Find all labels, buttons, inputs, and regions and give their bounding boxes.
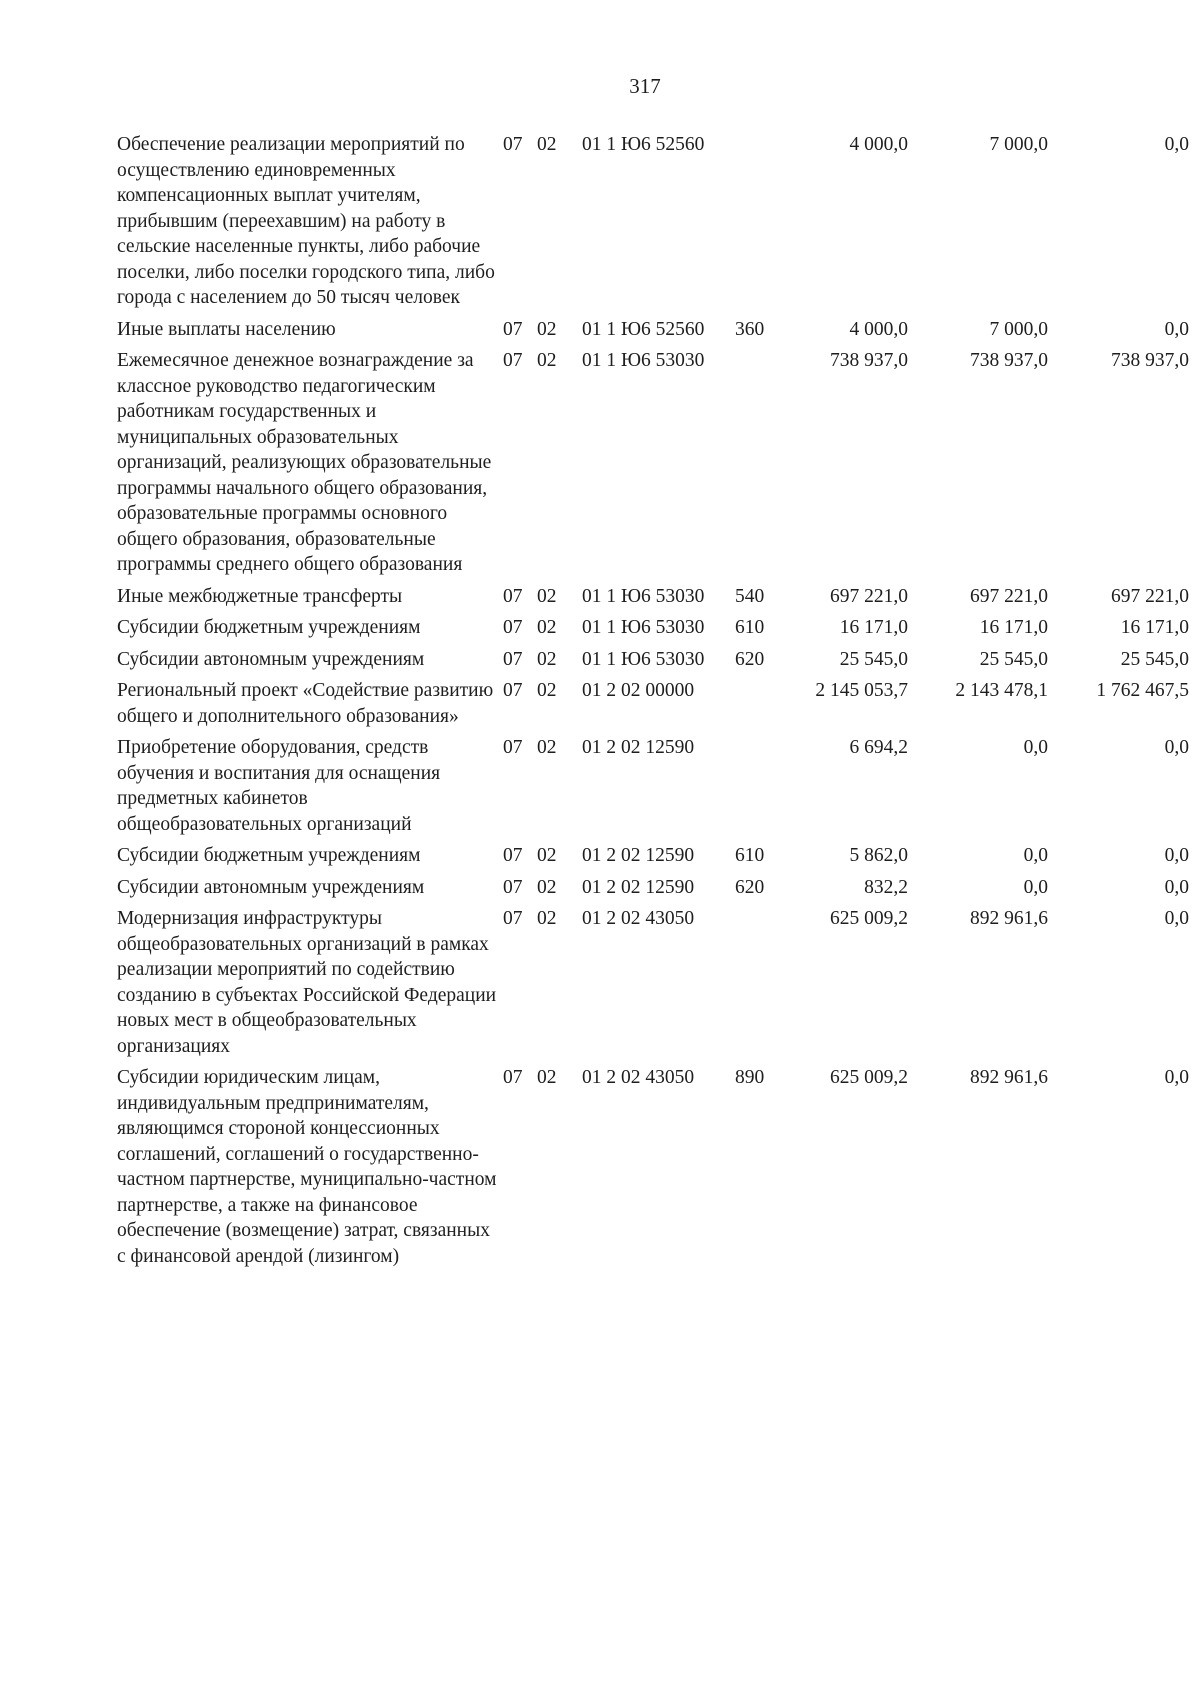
target-article-code: 01 2 02 12590 (582, 876, 695, 898)
expense-type-code: 610 (735, 617, 765, 638)
section-code: 07 (503, 617, 523, 638)
row-name: Иные выплаты населению (117, 318, 336, 340)
table-row (117, 735, 1189, 837)
subsection-code: 02 (537, 876, 557, 898)
section-code: 07 (503, 350, 523, 371)
amount-year-1: 738 937,0 (830, 350, 908, 371)
amount-year-1: 4 000,0 (849, 318, 908, 340)
table-row (117, 843, 1189, 869)
row-name: Субсидии бюджетным учреждениям (117, 617, 421, 638)
amount-year-3: 25 545,0 (1120, 648, 1189, 670)
section-code: 07 (503, 585, 523, 607)
table-row (117, 615, 1189, 641)
table-row (117, 647, 1189, 673)
amount-year-1: 6 694,2 (849, 737, 908, 758)
subsection-code: 02 (537, 680, 557, 701)
section-code: 07 (503, 134, 523, 155)
amount-year-3: 0,0 (1164, 318, 1189, 340)
amount-year-2: 0,0 (1023, 876, 1048, 898)
subsection-code: 02 (537, 617, 557, 638)
row-name: Иные межбюджетные трансферты (117, 585, 403, 607)
page-number: 317 (629, 74, 661, 98)
table-row (117, 678, 1189, 729)
amount-year-3: 16 171,0 (1120, 617, 1189, 638)
target-article-code: 01 1 Ю6 52560 (582, 318, 705, 340)
target-article-code: 01 2 02 43050 (582, 908, 695, 929)
amount-year-2: 7 000,0 (989, 318, 1048, 340)
amount-year-1: 625 009,2 (830, 908, 908, 929)
subsection-code: 02 (537, 318, 557, 340)
expense-type-code: 610 (735, 845, 765, 866)
table-row (117, 906, 1189, 1059)
amount-year-3: 1 762 467,5 (1096, 680, 1189, 701)
expense-type-code: 360 (735, 318, 765, 340)
section-code: 07 (503, 680, 523, 701)
section-code: 07 (503, 1067, 523, 1088)
amount-year-3: 0,0 (1164, 737, 1189, 758)
amount-year-2: 25 545,0 (979, 648, 1048, 670)
amount-year-2: 892 961,6 (970, 1067, 1048, 1088)
amount-year-1: 2 145 053,7 (815, 680, 908, 701)
target-article-code: 01 1 Ю6 52560 (582, 134, 705, 155)
expense-type-code: 890 (735, 1067, 765, 1088)
subsection-code: 02 (537, 737, 557, 758)
subsection-code: 02 (537, 350, 557, 371)
amount-year-1: 625 009,2 (830, 1067, 908, 1088)
subsection-code: 02 (537, 648, 557, 670)
table-row (117, 875, 1189, 901)
amount-year-2: 0,0 (1023, 845, 1048, 866)
target-article-code: 01 2 02 43050 (582, 1067, 695, 1088)
row-name: Субсидии автономным учреждениям (117, 876, 425, 898)
amount-year-3: 0,0 (1164, 1067, 1189, 1088)
expense-type-code: 620 (735, 876, 765, 898)
subsection-code: 02 (537, 585, 557, 607)
subsection-code: 02 (537, 134, 557, 155)
target-article-code: 01 2 02 12590 (582, 845, 695, 866)
row-name: Ежемесячное денежное вознаграждение за классное руководство педагогическим работникам государственных и муниципальных образовательных организаций, реализующих образовательные программы начального общего образования, образовательные программы основного общего образования, образовательные программы среднего общего образования (117, 350, 492, 575)
expense-type-code: 620 (735, 648, 765, 670)
row-name: Региональный проект «Содействие развитию общего и дополнительного образования» (117, 680, 494, 727)
row-name: Приобретение оборудования, средств обучения и воспитания для оснащения предметных кабинетов общеобразовательных организаций (117, 737, 441, 835)
row-name: Модернизация инфраструктуры общеобразовательных организаций в рамках реализации мероприятий по содействию созданию в субъектах Российской Федерации новых мест в общеобразовательных организациях (117, 908, 497, 1057)
amount-year-2: 0,0 (1023, 737, 1048, 758)
section-code: 07 (503, 908, 523, 929)
target-article-code: 01 1 Ю6 53030 (582, 350, 705, 371)
section-code: 07 (503, 648, 523, 670)
target-article-code: 01 1 Ю6 53030 (582, 617, 705, 638)
amount-year-1: 4 000,0 (849, 134, 908, 155)
section-code: 07 (503, 876, 523, 898)
section-code: 07 (503, 845, 523, 866)
amount-year-3: 697 221,0 (1111, 585, 1189, 607)
target-article-code: 01 1 Ю6 53030 (582, 648, 705, 670)
amount-year-3: 0,0 (1164, 908, 1189, 929)
amount-year-2: 892 961,6 (970, 908, 1048, 929)
section-code: 07 (503, 318, 523, 340)
amount-year-1: 832,2 (864, 876, 908, 898)
amount-year-3: 0,0 (1164, 134, 1189, 155)
subsection-code: 02 (537, 1067, 557, 1088)
subsection-code: 02 (537, 908, 557, 929)
amount-year-2: 697 221,0 (970, 585, 1048, 607)
table-row (117, 348, 1189, 578)
amount-year-1: 16 171,0 (839, 617, 908, 638)
amount-year-3: 738 937,0 (1111, 350, 1189, 371)
amount-year-2: 2 143 478,1 (955, 680, 1048, 701)
row-name: Субсидии автономным учреждениям (117, 648, 425, 670)
row-name: Обеспечение реализации мероприятий по осуществлению единовременных компенсационных выплат учителям, прибывшим (переехавшим) на работу в сельские населенные пункты, либо рабочие поселки, либо поселки городского типа, либо города с населением до 50 тысяч человек (117, 134, 495, 308)
table-row (117, 1065, 1189, 1269)
table-row (117, 317, 1189, 343)
row-name: Субсидии бюджетным учреждениям (117, 845, 421, 866)
table-row (117, 584, 1189, 610)
amount-year-1: 697 221,0 (830, 585, 908, 607)
amount-year-2: 16 171,0 (979, 617, 1048, 638)
target-article-code: 01 1 Ю6 53030 (582, 585, 705, 607)
budget-table (117, 132, 1189, 1275)
amount-year-3: 0,0 (1164, 876, 1189, 898)
target-article-code: 01 2 02 00000 (582, 680, 695, 701)
subsection-code: 02 (537, 845, 557, 866)
amount-year-1: 25 545,0 (839, 648, 908, 670)
table-row (117, 132, 1189, 311)
amount-year-2: 738 937,0 (970, 350, 1048, 371)
expense-type-code: 540 (735, 585, 765, 607)
row-name: Субсидии юридическим лицам, индивидуальным предпринимателям, являющимся стороной концессионных соглашений, соглашений о государственно-частном партнерстве, муниципально-частном партнерстве, а также на финансовое обеспечение (возмещение) затрат, связанных с финансовой арендой (лизингом) (117, 1067, 497, 1267)
section-code: 07 (503, 737, 523, 758)
amount-year-1: 5 862,0 (849, 845, 908, 866)
amount-year-3: 0,0 (1164, 845, 1189, 866)
amount-year-2: 7 000,0 (989, 134, 1048, 155)
target-article-code: 01 2 02 12590 (582, 737, 695, 758)
